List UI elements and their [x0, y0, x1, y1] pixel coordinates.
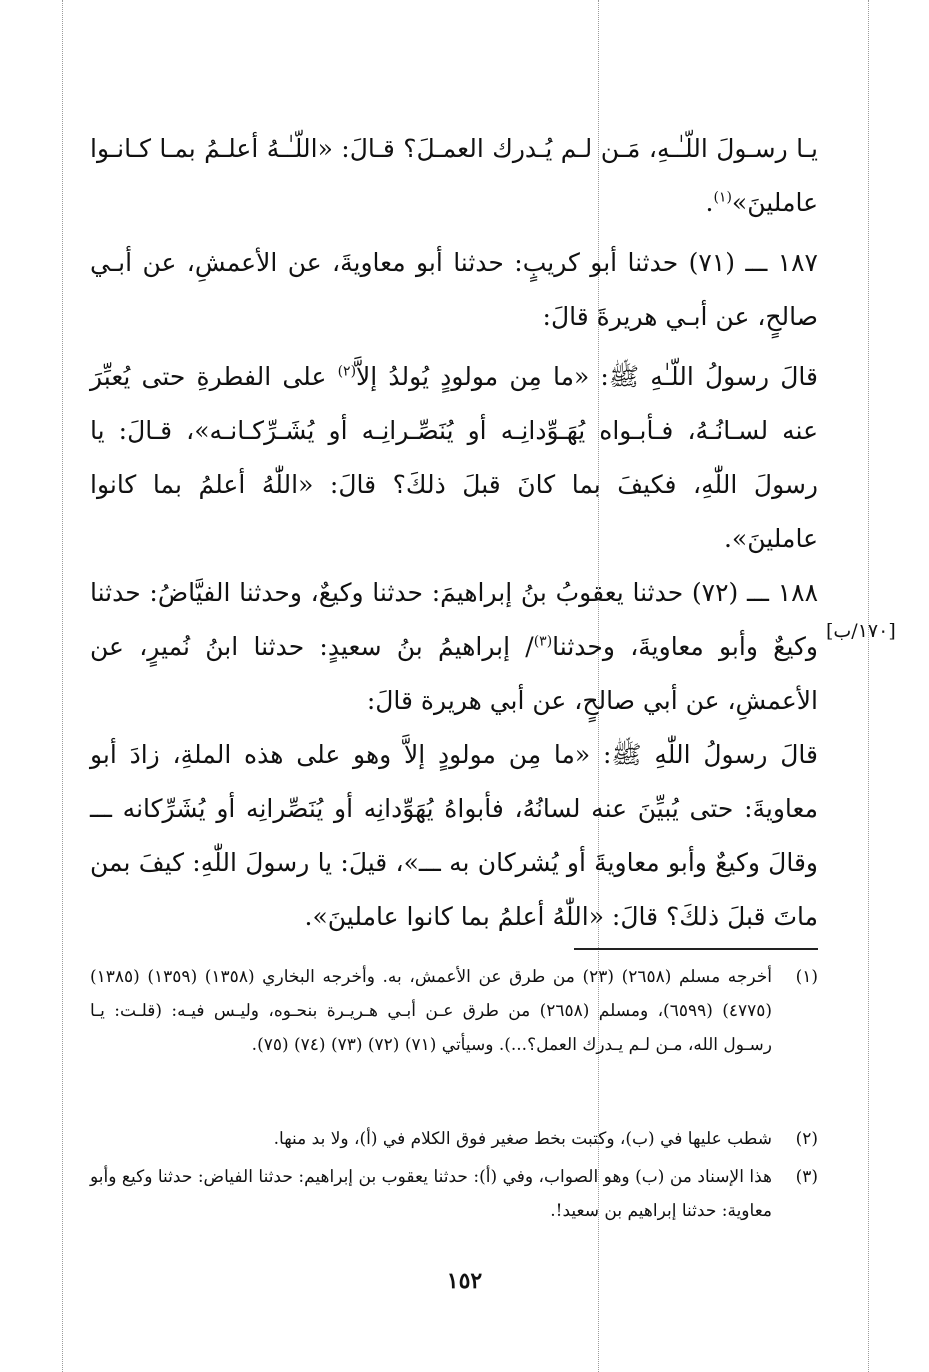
paragraph-text: على الفطرةِ حتى يُعبِّرَ عنه لسـانُـهُ، فـأبـواه يُهَـوِّدانِـه أو يُنَصِّـرانِـه أو يُشَـرِّكـانـه»، قـالَ: يا رسولَ اللّٰهِ، فكيفَ بما كانَ قبلَ ذلكَ؟ قالَ: «اللّٰهُ أعلمُ بما كانوا عاملينَ».: [90, 362, 818, 553]
footnote-text: هذا الإسناد من (ب) وهو الصواب، وفي (أ): حدثنا يعقوب بن إبراهيم: حدثنا الفياض: حدثنا وكيع وأبو معاوية: حدثنا إبراهيم بن سعيد!.: [90, 1167, 772, 1221]
footnote-number: (١): [795, 967, 818, 987]
footnote-1: [90, 960, 818, 1062]
footnote-line: أخرجه مسلم (٢٦٥٨) (٢٣) من طرق عن الأعمش، به.: [382, 967, 773, 987]
hadith-188-isnad: [90, 566, 818, 728]
page-number: ١٥٢: [446, 1268, 483, 1294]
paragraph-text: قالَ رسولُ اللّٰهِ ﷺ: «ما مِن مولودٍ إلاَّ وهو على هذه الملةِ، زادَ أبو معاويةَ: حتى يُبيِّنَ عنه لسانُهُ، فأبواهُ يُهَوِّدانِه أو يُنَصِّرانِه أو يُشَرِّكانه ـــ وقالَ وكيعٌ وأبو معاويةَ أو يُشركان به ـــ»، قيلَ: يا رسولَ اللّٰهِ: كيفَ بمن ماتَ قبلَ ذلكَ؟ قالَ: «اللّٰهُ أعلمُ بما كانوا عاملينَ».: [90, 740, 818, 931]
footnote-text: [90, 960, 818, 1062]
paragraph-text: ١٨٨ ـــ (٧٢) حدثنا يعقوبُ بنُ إبراهيمَ: حدثنا وكيعٌ، وحدثنا الفيَّاضُ: حدثنا وكيعٌ وأبو معاويةَ، وحدثنا: [90, 578, 819, 661]
footnote-line: وأخرجه البخاري (١٣٥٨) (١٣٥٩) (١٣٨٥) (٤٧٧٥) (٦٥٩٩)، ومسلم (٢٦٥٨) من طرق عـن أبـي هـريـرة بنحـوه، وليـس فيـه: (قلـت: يـا رسـول الله، مـن لـم يـدرك العمل؟...). وسيأتي (٧١) (٧٢) (٧٣) (٧٤) (٧٥).: [90, 967, 773, 1055]
footnote-ref-1: (١): [713, 189, 732, 206]
paragraph-continuation: [90, 122, 818, 230]
footnote-ref-2: (٢): [337, 363, 357, 380]
scan-artifact-line-left: [62, 0, 63, 1372]
footnote-3: [90, 1160, 818, 1228]
footnote-text: شطب عليها في (ب)، وكتبت بخط صغير فوق الكلام في (أ)، ولا بد منها.: [273, 1129, 772, 1149]
paragraph-text: قالَ رسولُ اللّـٰهِ ﷺ: «ما مِن مولودٍ يُولدُ إلاَّ: [356, 362, 818, 391]
footnote-separator: [574, 948, 818, 950]
footnote-2: [90, 1122, 818, 1156]
footnote-number: (٢): [795, 1129, 818, 1149]
paragraph-text: يـا رسـولَ اللّـٰـهِ، مَـن لـم يُـدرك العمـلَ؟ قـالَ: «اللّـٰـهُ أعلـمُ بمـا كـانـوا عاملينَ»: [90, 134, 818, 217]
footnote-ref-3: (٣): [533, 633, 553, 650]
hadith-187-isnad: [90, 236, 818, 344]
hadith-188-matn: [90, 728, 818, 944]
manuscript-folio-note: [١٧٠/ب]: [826, 620, 896, 642]
footnote-number: (٣): [795, 1167, 818, 1187]
scan-artifact-line-right: [868, 0, 869, 1372]
paragraph-text: ١٨٧ ـــ (٧١) حدثنا أبو كريبٍ: حدثنا أبو معاويةَ، عن الأعمشِ، عن أبـي صالحٍ، عن أبـي هريرةَ قالَ:: [90, 248, 818, 331]
paragraph-text: / إبراهيمُ بنُ سعيدٍ: حدثنا ابنُ نُميرٍ، عن الأعمشِ، عن أبي صالحٍ، عن أبي هريرة قالَ:: [90, 632, 818, 715]
hadith-187-matn: [90, 350, 818, 566]
paragraph-end: .: [705, 188, 714, 217]
